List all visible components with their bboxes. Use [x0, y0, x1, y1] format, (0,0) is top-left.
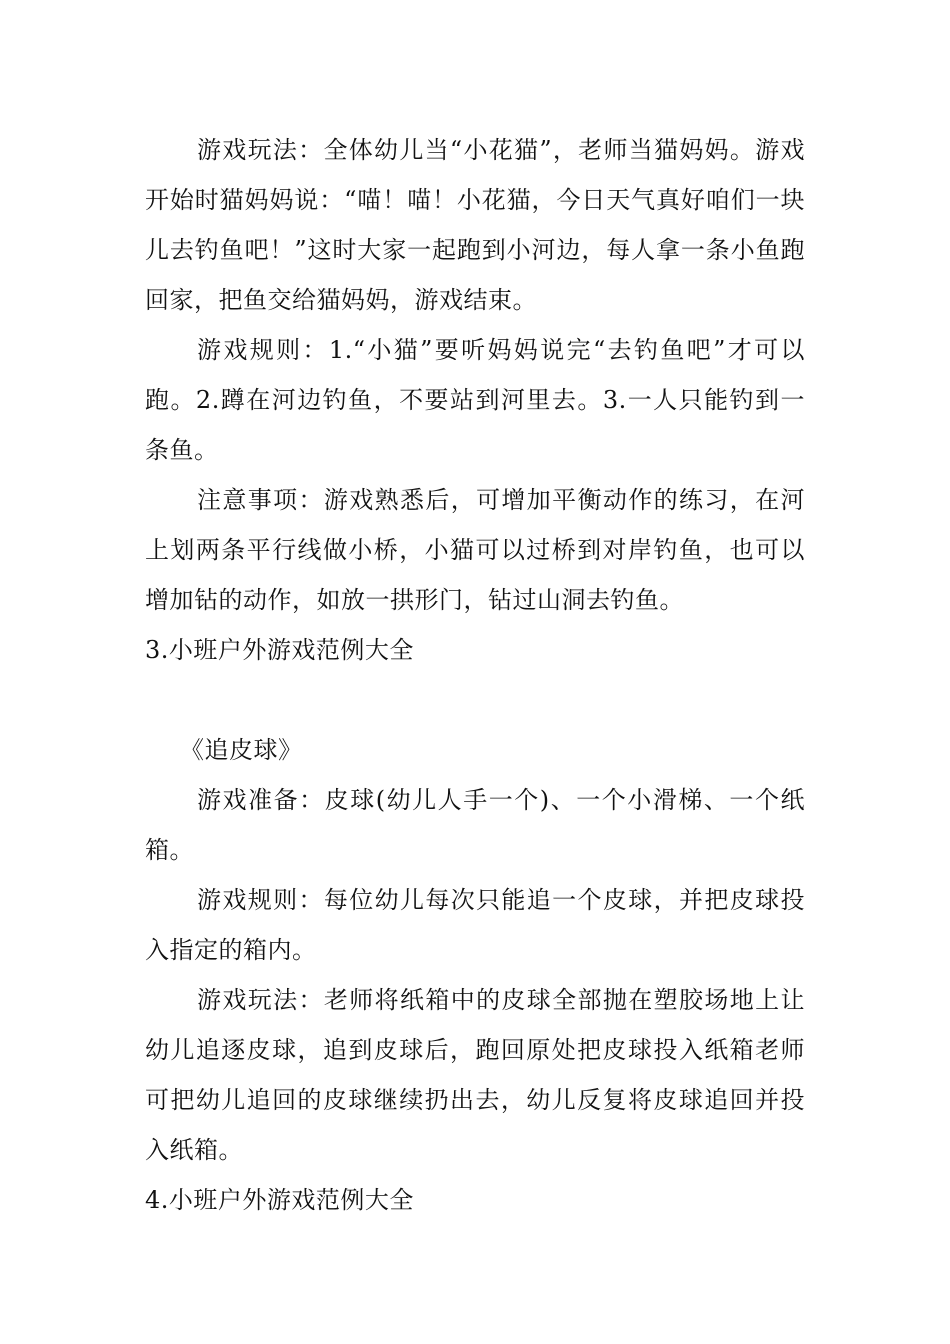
paragraph-preparation-ball: 游戏准备：皮球(幼儿人手一个)、一个小滑梯、一个纸箱。	[145, 786, 805, 864]
game-title: 《追皮球》	[180, 736, 303, 764]
section-heading-4: 4.小班户外游戏范例大全	[145, 1186, 414, 1214]
paragraph-gameplay-fishing: 游戏玩法：全体幼儿当“小花猫”，老师当猫妈妈。游戏开始时猫妈妈说：“喵！喵！小花猫，今日天气真好咱们一块儿去钓鱼吧！”这时大家一起跑到小河边，每人拿一条小鱼跑回家，把鱼交给猫妈妈，游戏结束。	[145, 136, 805, 314]
paragraph-gameplay-ball: 游戏玩法：老师将纸箱中的皮球全部抛在塑胶场地上让幼儿追逐皮球，追到皮球后，跑回原处把皮球投入纸箱老师可把幼儿追回的皮球继续扔出去，幼儿反复将皮球追回并投入纸箱。	[145, 986, 805, 1164]
section-heading-3: 3.小班户外游戏范例大全	[145, 636, 414, 664]
paragraph-rules-fishing: 游戏规则：1.“小猫”要听妈妈说完“去钓鱼吧”才可以跑。2.蹲在河边钓鱼，不要站到河里去。3.一人只能钓到一条鱼。	[145, 336, 805, 464]
paragraph-notes-fishing: 注意事项：游戏熟悉后，可增加平衡动作的练习，在河上划两条平行线做小桥，小猫可以过桥到对岸钓鱼，也可以增加钻的动作，如放一拱形门，钻过山洞去钓鱼。	[145, 486, 805, 614]
blank-line	[145, 675, 805, 725]
paragraph-rules-ball: 游戏规则：每位幼儿每次只能追一个皮球，并把皮球投入指定的箱内。	[145, 886, 805, 964]
document-body	[145, 125, 805, 1225]
